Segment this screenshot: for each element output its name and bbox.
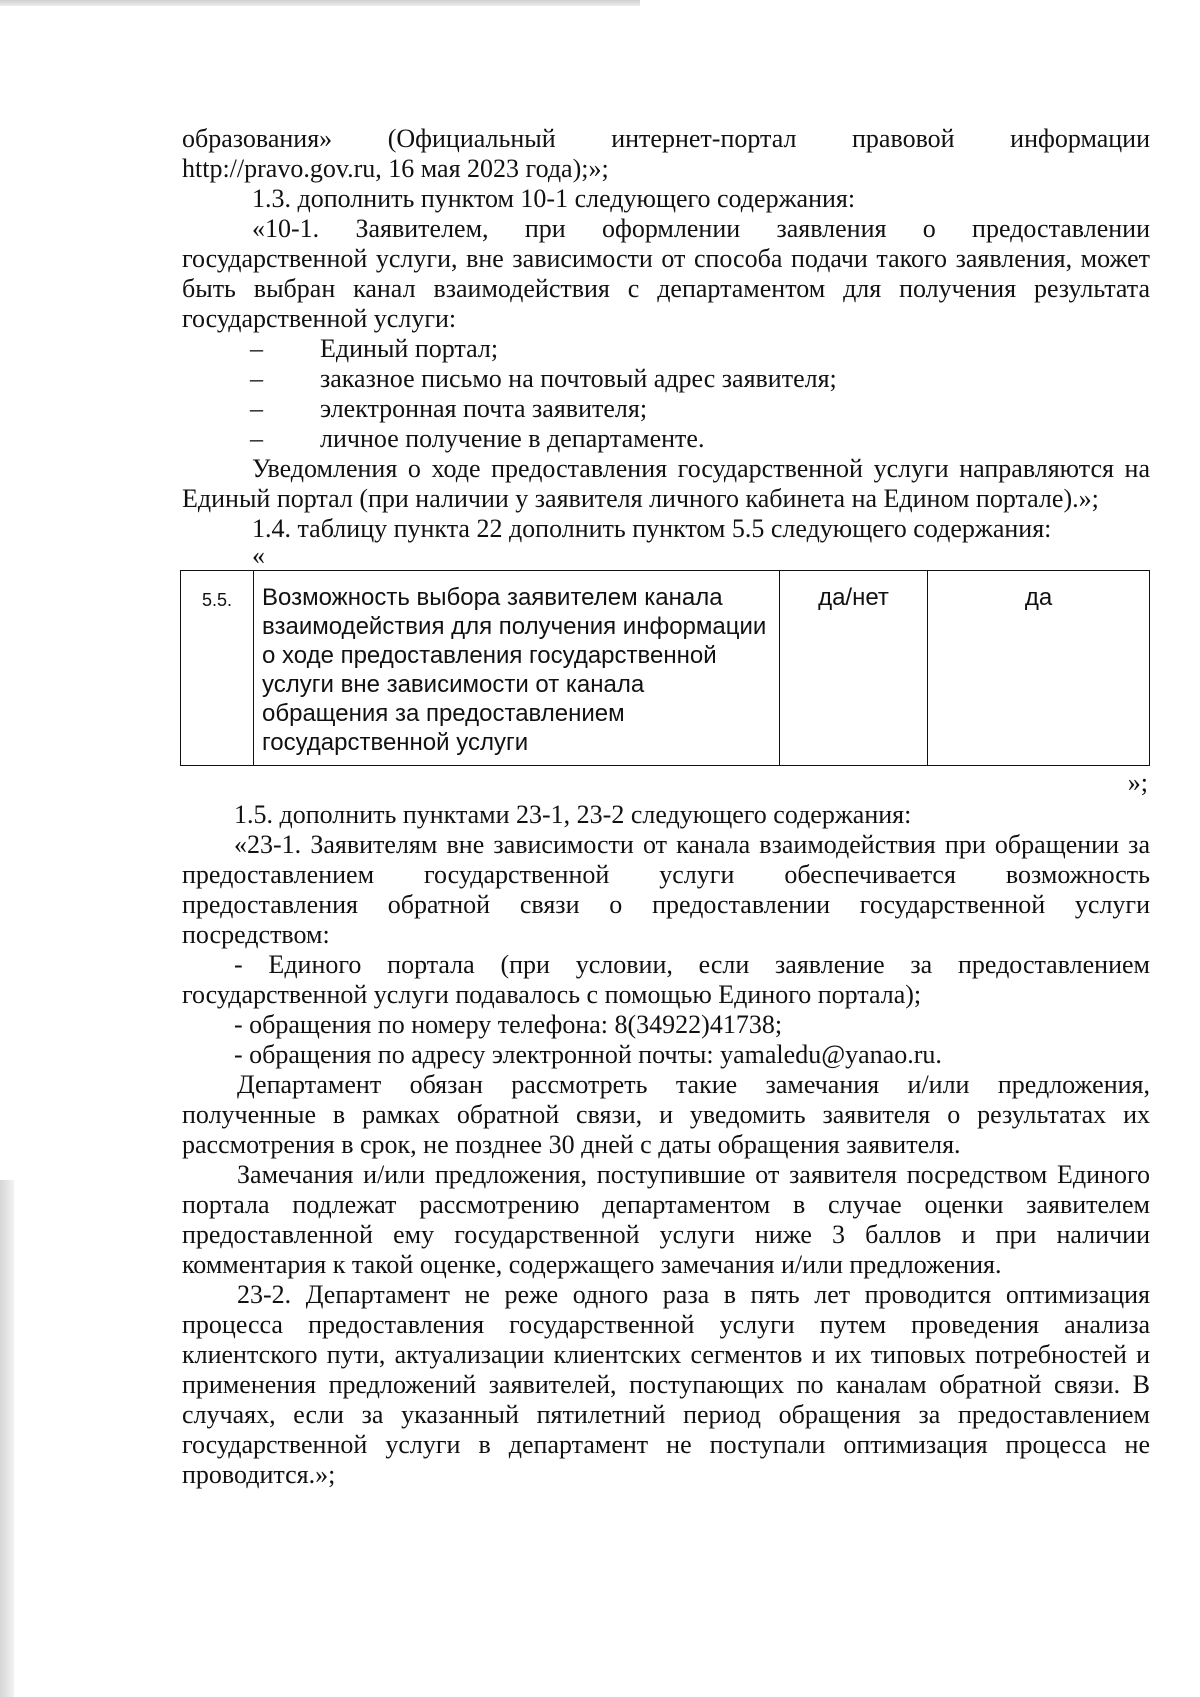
paragraph-1-5-heading: 1.5. дополнить пунктами 23-1, 23-2 следующего содержания:	[234, 800, 912, 829]
scan-edge-left	[0, 1180, 14, 1697]
scan-edge-top	[0, 0, 640, 6]
list-item-text: личное получение в департаменте.	[320, 424, 705, 453]
table-row	[181, 571, 1150, 766]
list-item	[182, 334, 1150, 364]
document-page	[182, 124, 1150, 1490]
paragraph-23-1: «23-1. Заявителям вне зависимости от канала взаимодействия при обращении за предоставлением государственной услуги обеспечивается возможность предоставления обратной связи о предоставлении государственной услуги посредством:	[182, 830, 1150, 949]
paragraph-notifications: Уведомления о ходе предоставления государственной услуги направляются на Единый портал (при наличии у заявителя личного кабинета на Едином портале).»;	[182, 454, 1150, 513]
opening-quote: «	[252, 541, 265, 570]
list-item-text: заказное письмо на почтовый адрес заявителя;	[320, 364, 837, 393]
list-item	[182, 424, 1150, 454]
amendment-table	[180, 570, 1150, 766]
table-cell-options: да/нет	[780, 571, 928, 766]
closing-quote: »;	[1127, 768, 1148, 797]
list-item	[182, 394, 1150, 424]
dash-bullet: –	[250, 394, 263, 423]
paragraph-feedback-email: - обращения по адресу электронной почты: yamaledu@yanao.ru.	[234, 1040, 942, 1069]
paragraph-23-2: 23-2. Департамент не реже одного раза в пять лет проводится оптимизация процесса предоставления государственной услуги путем проведения анализа клиентского пути, актуализации клиентских сегментов и их типовых потребностей и применения предложений заявителей, поступающих по каналам обратной связи. В случаях, если за указанный пятилетний период обращения за предоставлением государственной услуги в департамент не поступали оптимизация процесса не проводится.»;	[182, 1280, 1150, 1489]
table-cell-number: 5.5.	[181, 571, 254, 766]
channel-list	[182, 334, 1150, 454]
paragraph-source-citation-end: http://pravo.gov.ru, 16 мая 2023 года);»;	[182, 154, 609, 183]
list-item	[182, 364, 1150, 394]
table-cell-description: Возможность выбора заявителем канала взаимодействия для получения информации о ходе предоставления государственной услуги вне зависимости от канала обращения за предоставлением государственной услуги	[254, 571, 780, 766]
list-item-text: электронная почта заявителя;	[320, 394, 648, 423]
dash-bullet: –	[250, 364, 263, 393]
paragraph-1-4-heading: 1.4. таблицу пункта 22 дополнить пунктом 5.5 следующего содержания:	[252, 514, 1052, 543]
paragraph-feedback-phone: - обращения по номеру телефона: 8(34922)41738;	[234, 1010, 783, 1039]
paragraph-1-3-heading: 1.3. дополнить пунктом 10-1 следующего содержания:	[252, 184, 856, 213]
table-cell-value: да	[928, 571, 1150, 766]
list-item-text: Единый портал;	[320, 334, 499, 363]
dash-bullet: –	[250, 334, 263, 363]
paragraph-department-duty: Департамент обязан рассмотреть такие замечания и/или предложения, полученные в рамках обратной связи, и уведомить заявителя о результатах их рассмотрения в срок, не позднее 30 дней с даты обращения заявителя.	[182, 1070, 1150, 1159]
paragraph-10-1: «10-1. Заявителем, при оформлении заявления о предоставлении государственной услуги, вне зависимости от способа подачи такого заявления, может быть выбран канал взаимодействия с департаментом для получения результата государственной услуги:	[182, 214, 1150, 333]
paragraph-feedback-portal: - Единого портала (при условии, если заявление за предоставлением государственной услуги подавалось с помощью Единого портала);	[182, 950, 1150, 1009]
dash-bullet: –	[250, 424, 263, 453]
paragraph-remarks: Замечания и/или предложения, поступившие от заявителя посредством Единого портала подлежат рассмотрению департаментом в случае оценки заявителем предоставленной ему государственной услуги ниже 3 баллов и при наличии комментария к такой оценке, содержащего замечания и/или предложения.	[182, 1160, 1150, 1279]
paragraph-source-citation: образования» (Официальный интернет-портал правовой информации	[182, 124, 1150, 153]
